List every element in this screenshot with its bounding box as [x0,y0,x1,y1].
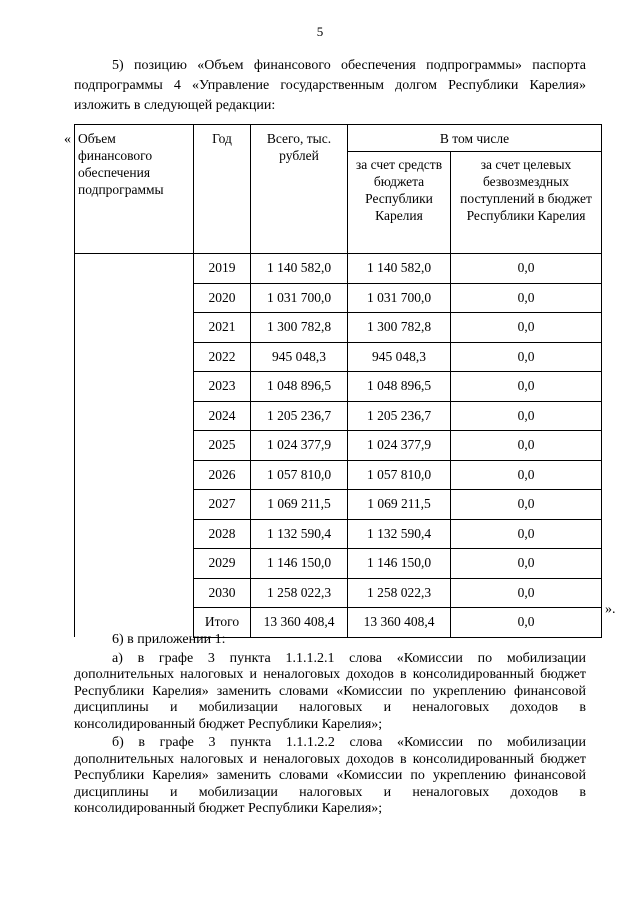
grants-cell: 0,0 [451,460,602,490]
budget-cell: 13 360 408,4 [348,608,451,638]
grants-cell: 0,0 [451,401,602,431]
grants-cell: 0,0 [451,608,602,638]
total-cell: 1 069 211,5 [251,490,348,520]
amendment-heading: 6) в приложении 1: [112,632,226,647]
total-cell: 1 258 022,3 [251,578,348,608]
year-cell: 2027 [194,490,251,520]
header-total: Всего, тыс. рублей [251,125,348,254]
year-cell: 2023 [194,372,251,402]
closing-quote: ». [605,602,616,617]
budget-cell: 1 258 022,3 [348,578,451,608]
opening-quote: « [64,132,71,147]
page-number: 5 [316,24,324,39]
budget-cell: 1 048 896,5 [348,372,451,402]
total-cell: 1 146 150,0 [251,549,348,579]
total-cell: 1 057 810,0 [251,460,348,490]
amendment-item-b: б) в графе 3 пункта 1.1.1.2.2 слова «Комиссии по мобилизации дополнительных налоговых и неналоговых доходов в консолидированный бюджет Республики Карелия» заменить словами «Комиссии по укреплению финансовой дисциплины и мобилизации налоговых и неналоговых доходов в консолидированный бюджет Республики Карелия»; [74,735,586,816]
grants-cell: 0,0 [451,431,602,461]
year-cell: 2022 [194,342,251,372]
year-cell: 2024 [194,401,251,431]
year-cell: 2030 [194,578,251,608]
year-cell: 2026 [194,460,251,490]
name-column-blank-cell [75,254,194,638]
total-cell: 1 132 590,4 [251,519,348,549]
total-cell: 13 360 408,4 [251,608,348,638]
grants-cell: 0,0 [451,254,602,284]
total-cell: 1 031 700,0 [251,283,348,313]
total-cell: 1 300 782,8 [251,313,348,343]
header-name: Объем финансового обеспечения подпрограммы [75,125,194,254]
budget-cell: 945 048,3 [348,342,451,372]
year-cell: 2025 [194,431,251,461]
budget-cell: 1 132 590,4 [348,519,451,549]
total-cell: 1 024 377,9 [251,431,348,461]
budget-cell: 1 069 211,5 [348,490,451,520]
table-body [75,254,602,638]
year-cell: 2020 [194,283,251,313]
amendments-section [74,632,586,820]
year-cell: 2029 [194,549,251,579]
table-row [75,254,602,284]
budget-cell: 1 140 582,0 [348,254,451,284]
year-cell: 2028 [194,519,251,549]
budget-cell: 1 024 377,9 [348,431,451,461]
grants-cell: 0,0 [451,342,602,372]
budget-cell: 1 031 700,0 [348,283,451,313]
grants-cell: 0,0 [451,578,602,608]
total-cell: 1 205 236,7 [251,401,348,431]
year-cell: 2021 [194,313,251,343]
budget-cell: 1 300 782,8 [348,313,451,343]
year-cell: 2019 [194,254,251,284]
header-budget: за счет средств бюджета Республики Карелия [348,152,451,254]
grants-cell: 0,0 [451,490,602,520]
financing-table [74,124,602,638]
grants-cell: 0,0 [451,283,602,313]
total-cell: 1 140 582,0 [251,254,348,284]
amendment-item-a: а) в графе 3 пункта 1.1.1.2.1 слова «Комиссии по мобилизации дополнительных налоговых и неналоговых доходов в консолидированный бюджет Республики Карелия» заменить словами «Комиссии по укреплению финансовой дисциплины и мобилизации налоговых и неналоговых доходов в консолидированный бюджет Республики Карелия»; [74,650,586,732]
header-including: В том числе [348,125,602,152]
budget-cell: 1 146 150,0 [348,549,451,579]
year-cell: Итого [194,608,251,638]
header-grants: за счет целевых безвозмездных поступлений в бюджет Республики Карелия [451,152,602,254]
budget-cell: 1 205 236,7 [348,401,451,431]
intro-text: 5) позицию «Объем финансового обеспечения подпрограммы» паспорта подпрограммы 4 «Управление государственным долгом Республики Карелия» изложить в следующей редакции: [74,58,586,113]
grants-cell: 0,0 [451,519,602,549]
grants-cell: 0,0 [451,313,602,343]
total-cell: 945 048,3 [251,342,348,372]
grants-cell: 0,0 [451,372,602,402]
header-year: Год [194,125,251,254]
budget-cell: 1 057 810,0 [348,460,451,490]
grants-cell: 0,0 [451,549,602,579]
total-cell: 1 048 896,5 [251,372,348,402]
intro-paragraph [74,56,586,116]
